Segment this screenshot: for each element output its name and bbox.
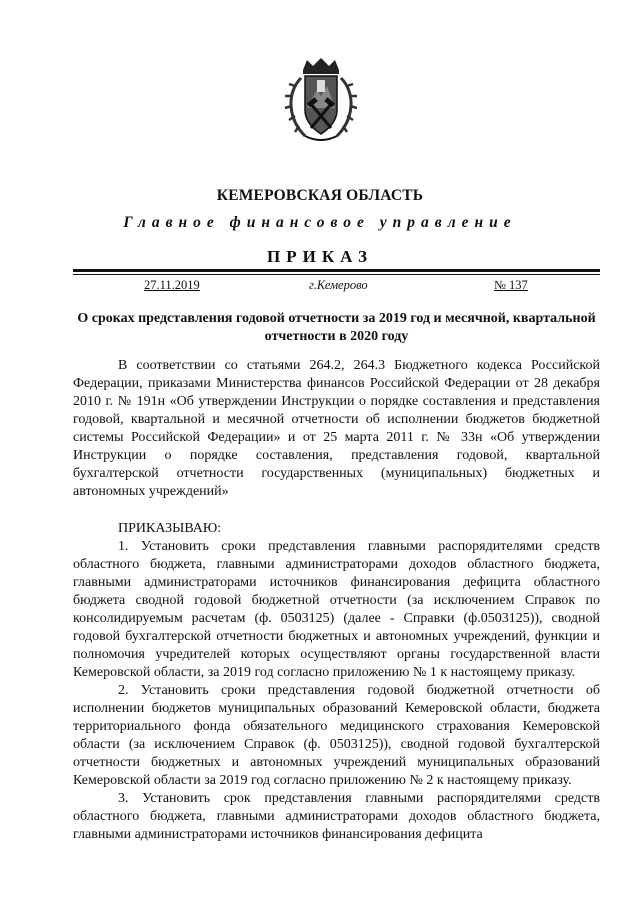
order-item-2: 2. Установить сроки представления годовой бюджетной отчетности об исполнении бюджетов муниципальных образований Кемеровской области, бюджета территориального фонда обязательного медицинского страхования Кемеровской области (за исключением Справок (ф. 0503125)), сводной годовой бухгалтерской отчетности бюджетных и автономных учреждений муниципальных образований Кемеровской области за 2019 год согласно приложению № 2 к настоящему приказу. — [73, 683, 600, 788]
orders-block — [73, 520, 600, 844]
document-type: ПРИКАЗ — [267, 247, 373, 266]
preamble-paragraph: В соответствии со статьями 264.2, 264.3 Бюджетного кодекса Российской Федерации, приказами Министерства финансов Российской Федерации от 28 декабря 2010 г. № 191н «Об утверждении Инструкции о порядке составления и представления годовой, квартальной и месячной отчетности об исполнении бюджетов бюджетной системы Российской Федерации» и от 25 марта 2011 г. № 33н «Об утверждении Инструкции о порядке составления, представления годовой, квартальной бухгалтерской отчетности государственных (муниципальных) бюджетных и автономных учреждений» — [73, 358, 600, 499]
order-number: № 137 — [494, 278, 528, 292]
orders-heading: ПРИКАЗЫВАЮ: — [118, 521, 222, 536]
region-title: КЕМЕРОВСКАЯ ОБЛАСТЬ — [216, 187, 424, 204]
header-divider-thick — [73, 269, 600, 272]
order-item-3: 3. Установить срок представления главными распорядителями средств областного бюджета, главными администраторами доходов областного бюджета, главными администраторами источников финансирования дефицита — [73, 791, 600, 842]
coat-of-arms-emblem — [283, 56, 359, 144]
order-item-1: 1. Установить сроки представления главными распорядителями средств областного бюджета, главными администраторами доходов областного бюджета, главными администраторами источников финансирования дефицита областного бюджета сводной годовой бюджетной отчетности (за исключением Справок по консолидируемым расчетам (ф. 0503125) (далее - Справки (ф.0503125)), сводной годовой бухгалтерской отчетности бюджетных и автономных учреждений, функции и полномочия учредителей которых осуществляют органы государственной власти Кемеровской области, за 2019 год согласно приложению № 1 к настоящему приказу. — [73, 539, 600, 680]
header-divider-thin — [73, 274, 600, 275]
order-subject: О сроках представления годовой отчетности за 2019 год и месячной, квартальной отчетности в 2020 году — [77, 311, 596, 344]
preamble-block — [73, 357, 600, 501]
order-city: г.Кемерово — [309, 278, 368, 292]
order-date: 27.11.2019 — [144, 278, 200, 292]
department-title: Главное финансовое управление — [123, 214, 517, 231]
